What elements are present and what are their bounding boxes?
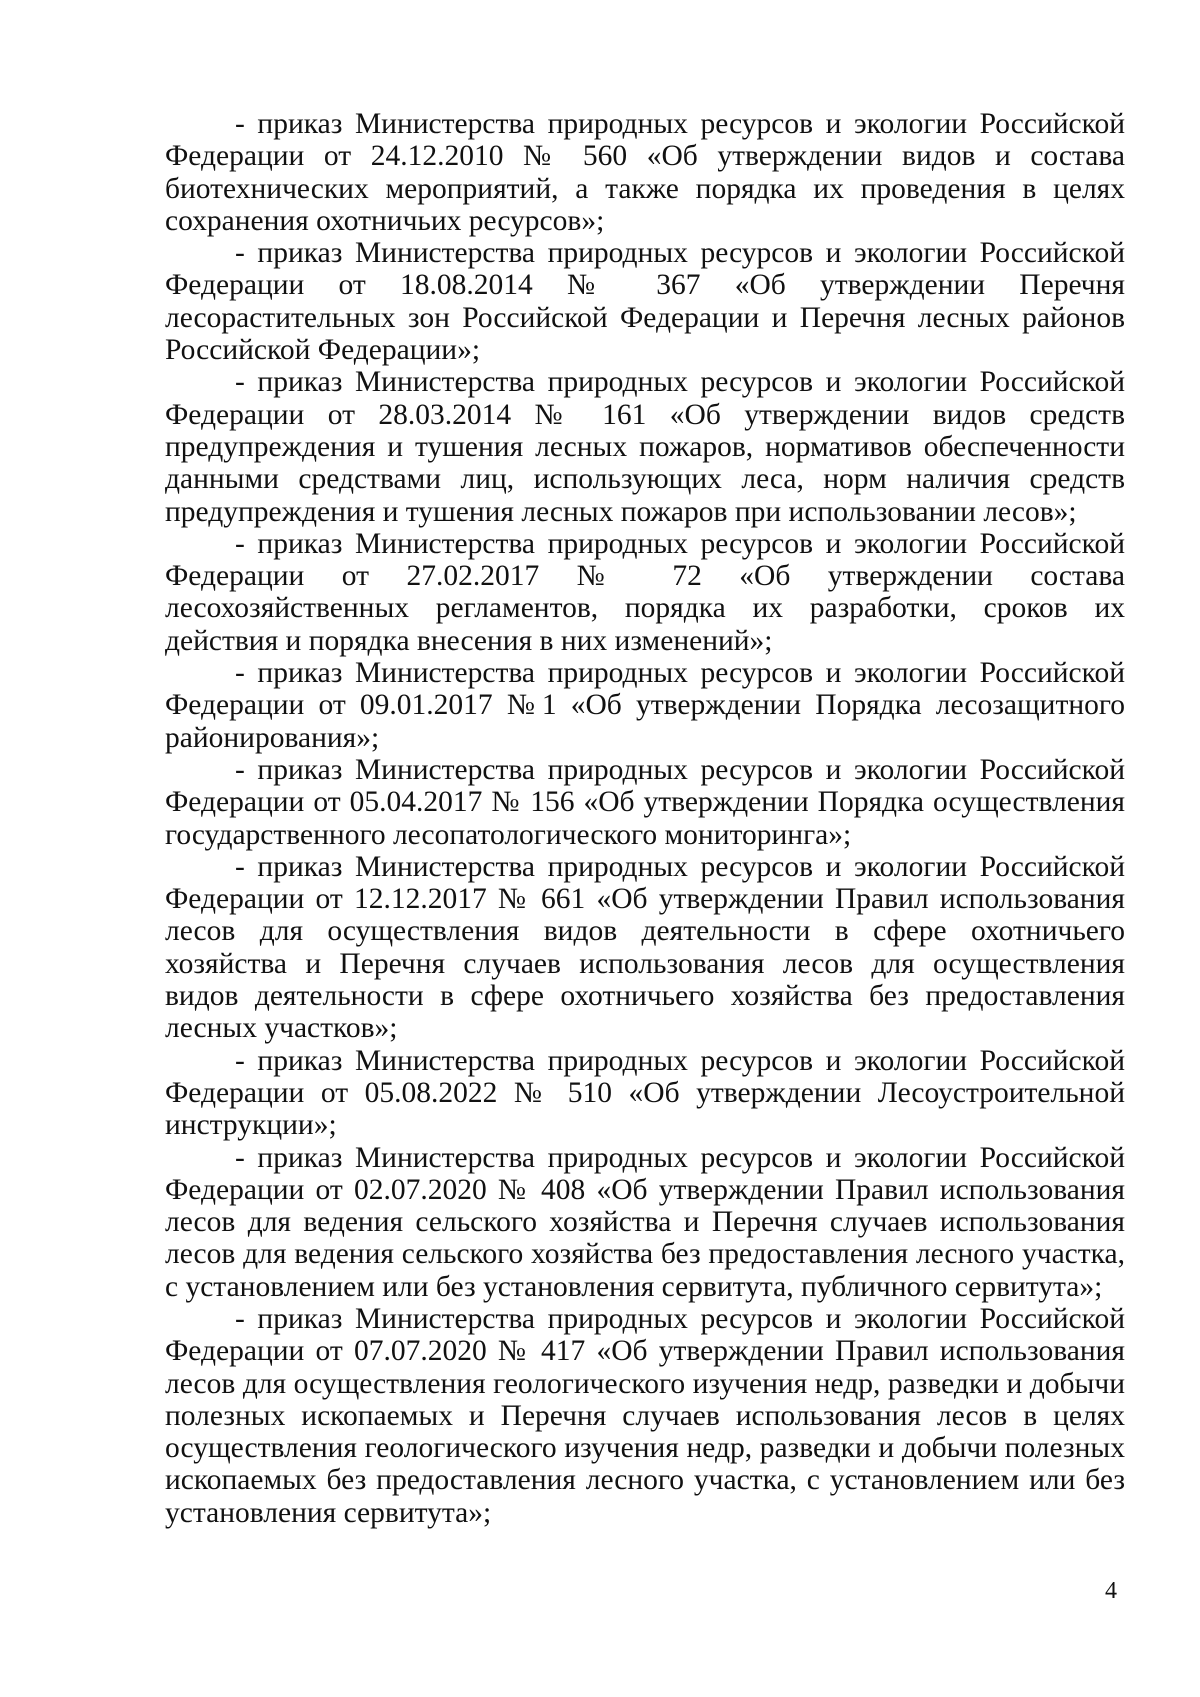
page-number: 4	[1105, 1578, 1117, 1604]
list-item: - приказ Министерства природных ресурсов и экологии Российской Федерации от 07.07.2020 № 417 «Об утверждении Правил использования лесов для осуществления геологического изучения недр, разведки и добычи полезных ископаемых и Перечня случаев использования лесов в целях осуществления геологического изучения недр, разведки и добычи полезных ископаемых без предоставления лесного участка, с установлением или без установления сервитута»;	[165, 1302, 1125, 1529]
list-item: - приказ Министерства природных ресурсов и экологии Российской Федерации от 28.03.2014 № 161 «Об утверждении видов средств предупреждения и тушения лесных пожаров, нормативов обеспеченности данными средствами лиц, использующих леса, норм наличия средств предупреждения и тушения лесных пожаров при использовании лесов»;	[165, 366, 1125, 528]
list-item: - приказ Министерства природных ресурсов и экологии Российской Федерации от 05.04.2017 № 156 «Об утверждении Порядка осуществления государственного лесопатологического мониторинга»;	[165, 753, 1125, 851]
list-item: - приказ Министерства природных ресурсов и экологии Российской Федерации от 18.08.2014 № 367 «Об утверждении Перечня лесорастительных зон Российской Федерации и Перечня лесных районов Российской Федерации»;	[165, 237, 1125, 367]
list-item: - приказ Министерства природных ресурсов и экологии Российской Федерации от 09.01.2017 №1 «Об утверждении Порядка лесозащитного районирования»;	[165, 657, 1125, 754]
list-item: - приказ Министерства природных ресурсов и экологии Российской Федерации от 12.12.2017 № 661 «Об утверждении Правил использования лесов для осуществления видов деятельности в сфере охотничьего хозяйства и Перечня случаев использования лесов для осуществления видов деятельности в сфере охотничьего хозяйства без предоставления лесных участков»;	[165, 850, 1125, 1045]
regulation-list	[165, 108, 1125, 1529]
list-item: - приказ Министерства природных ресурсов и экологии Российской Федерации от 02.07.2020 № 408 «Об утверждении Правил использования лесов для ведения сельского хозяйства и Перечня случаев использования лесов для ведения сельского хозяйства без предоставления лесного участка, с установлением или без установления сервитута, публичного сервитута»;	[165, 1141, 1125, 1303]
list-item: - приказ Министерства природных ресурсов и экологии Российской Федерации от 05.08.2022 № 510 «Об утверждении Лесоустроительной инструкции»;	[165, 1044, 1125, 1142]
list-item: - приказ Министерства природных ресурсов и экологии Российской Федерации от 24.12.2010 № 560 «Об утверждении видов и состава биотехнических мероприятий, а также порядка их проведения в целях сохранения охотничьих ресурсов»;	[165, 108, 1125, 237]
list-item: - приказ Министерства природных ресурсов и экологии Российской Федерации от 27.02.2017 № 72 «Об утверждении состава лесохозяйственных регламентов, порядка их разработки, сроков их действия и порядка внесения в них изменений»;	[165, 527, 1125, 657]
